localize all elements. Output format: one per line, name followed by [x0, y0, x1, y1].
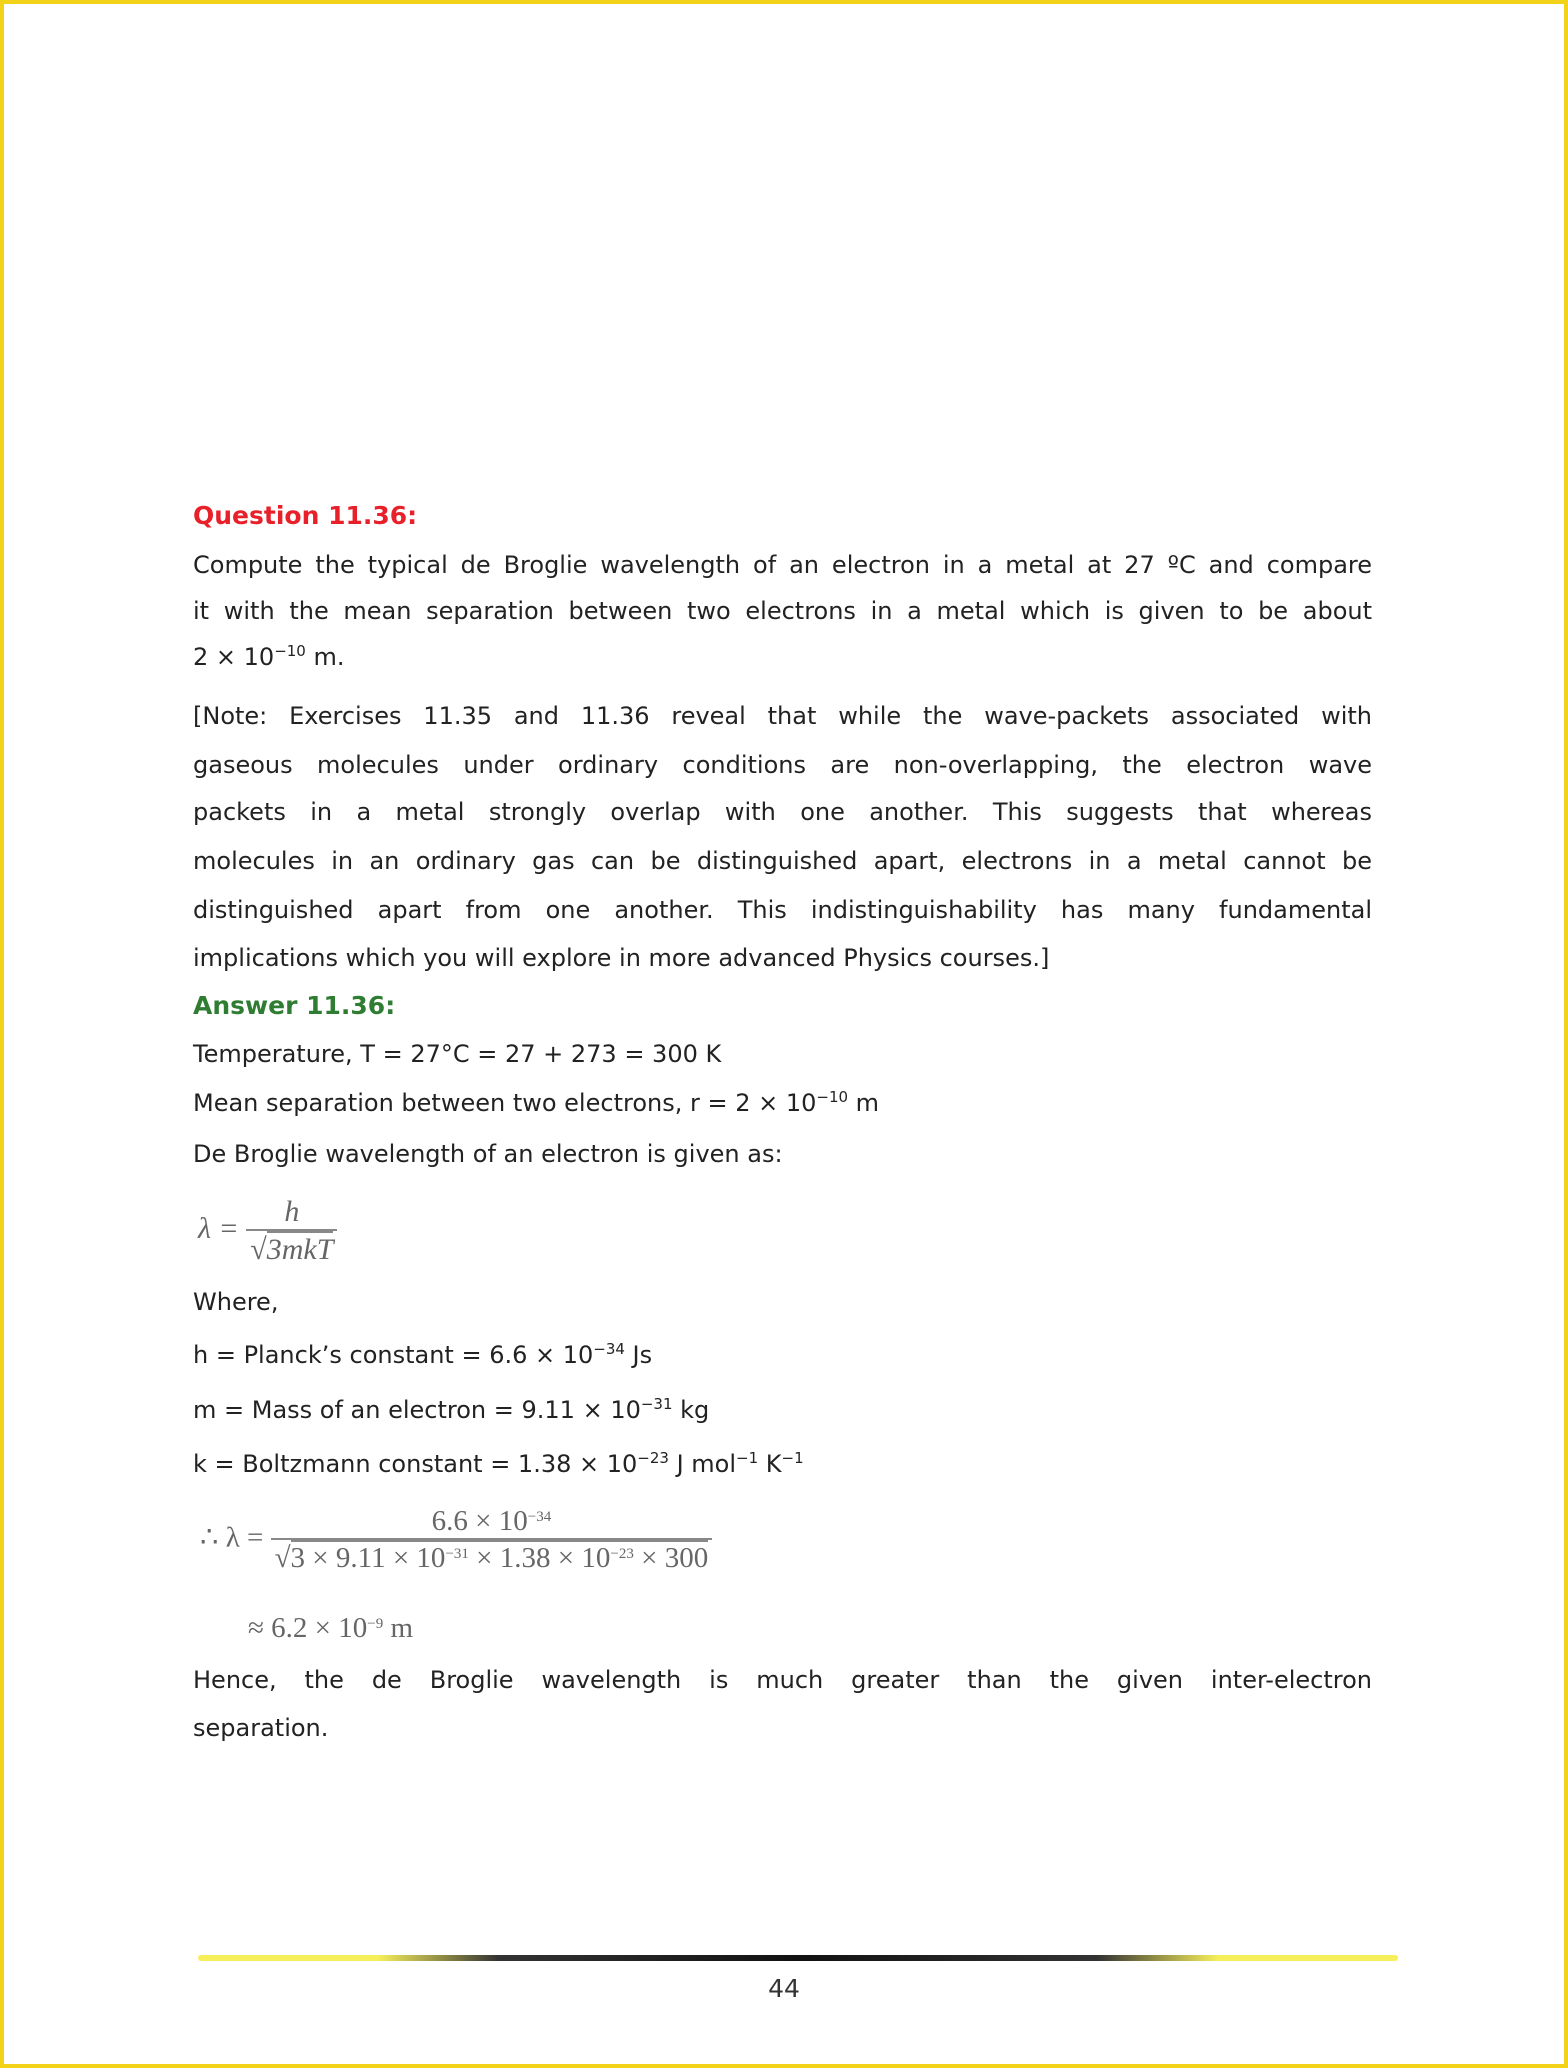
note-line: gaseous molecules under ordinary conditions are non-overlapping, the electron wave — [193, 751, 1372, 779]
exponent: −10 — [816, 1088, 849, 1106]
exponent: −31 — [640, 1395, 673, 1413]
radicand — [291, 1540, 709, 1574]
exponent: −23 — [610, 1546, 634, 1562]
text: k = Boltzmann constant = 1.38 × 10 — [193, 1450, 638, 1478]
text: m = Mass of an electron = 9.11 × 10 — [193, 1396, 641, 1424]
text: ≈ 6.2 × 10 — [248, 1612, 368, 1644]
conclusion-line: separation. — [193, 1714, 329, 1742]
text: K — [758, 1450, 782, 1478]
text: × 1.38 × 10 — [468, 1542, 611, 1574]
de-broglie-formula — [198, 1195, 337, 1267]
exponent: −9 — [367, 1616, 384, 1632]
fraction — [271, 1505, 713, 1575]
text: m. — [305, 643, 345, 671]
text: m — [848, 1089, 880, 1117]
note-line: [Note: Exercises 11.35 and 11.36 reveal that while the wave-packets associated with — [193, 702, 1372, 730]
calculation-formula — [200, 1505, 712, 1575]
denominator: √3mkT — [246, 1229, 337, 1267]
exponent: −34 — [593, 1340, 625, 1358]
text: 2 × 10 — [193, 643, 275, 671]
question-line — [193, 642, 344, 672]
temperature-line: Temperature, T = 27°C = 27 + 273 = 300 K — [193, 1040, 722, 1068]
denominator: $√3 \times 9.11 \times 10^{-31} \times 1.38 \times 10^{-23} \times 300$ — [271, 1538, 713, 1575]
note-line: distinguished apart from one another. This indistinguishability has many fundamental — [193, 896, 1372, 924]
conclusion-line: Hence, the de Broglie wavelength is much greater than the given inter-electron — [193, 1666, 1372, 1694]
exponent: −1 — [736, 1449, 759, 1467]
exponent: −31 — [445, 1546, 469, 1562]
text: kg — [672, 1396, 710, 1424]
calc-lhs: ∴ λ = — [200, 1521, 264, 1554]
text: h = Planck’s constant = 6.6 × 10 — [193, 1341, 594, 1369]
text: 6.6 × 10 — [431, 1505, 528, 1537]
question-line: it with the mean separation between two electrons in a metal which is given to be about — [193, 597, 1372, 625]
numerator: h — [284, 1195, 300, 1228]
formula-lhs: λ = — [198, 1211, 239, 1245]
exponent: −23 — [637, 1449, 669, 1467]
text: J mol — [668, 1450, 737, 1478]
fraction — [246, 1195, 337, 1267]
mass-line — [193, 1395, 709, 1425]
question-line: Compute the typical de Broglie wavelength of an electron in a metal at 27 ºC and compare — [193, 551, 1372, 579]
exponent: −1 — [781, 1449, 804, 1467]
note-line: packets in a metal strongly overlap with one another. This suggests that whereas — [193, 798, 1372, 826]
page-number: 44 — [768, 1974, 800, 2003]
answer-heading: Answer 11.36: — [193, 991, 396, 1020]
text: 3 × 9.11 × 10 — [290, 1542, 446, 1574]
note-line: implications which you will explore in more advanced Physics courses.] — [193, 944, 1050, 972]
planck-line — [193, 1340, 652, 1370]
text: m — [383, 1612, 414, 1644]
text: Mean separation between two electrons, r = 2 × 10 — [193, 1089, 817, 1117]
text: Js — [624, 1341, 653, 1369]
note-line: molecules in an ordinary gas can be distinguished apart, electrons in a metal cannot be — [193, 847, 1372, 875]
footer-divider — [198, 1955, 1398, 1961]
text: × 300 — [633, 1542, 709, 1574]
question-heading: Question 11.36: — [193, 501, 418, 530]
separation-line — [193, 1088, 879, 1118]
result-line — [248, 1612, 413, 1645]
numerator — [428, 1505, 556, 1538]
exponent: −34 — [527, 1509, 552, 1525]
formula-intro: De Broglie wavelength of an electron is given as: — [193, 1140, 783, 1168]
exponent: −10 — [274, 642, 306, 660]
where-label: Where, — [193, 1288, 279, 1316]
radicand: 3mkT — [266, 1233, 334, 1266]
boltzmann-line — [193, 1449, 804, 1479]
